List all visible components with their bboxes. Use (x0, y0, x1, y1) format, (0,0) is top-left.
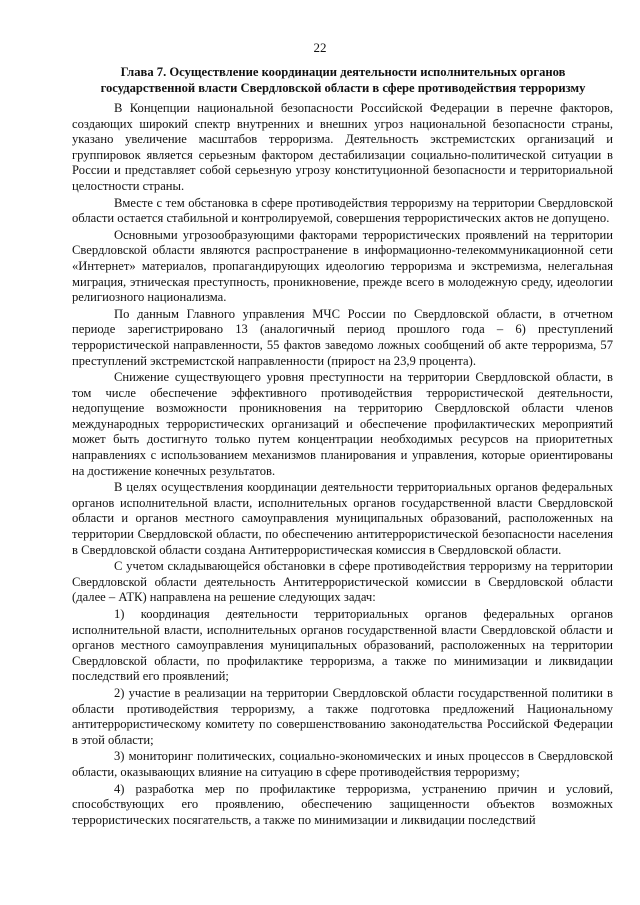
chapter-title: Глава 7. Осуществление координации деятельности исполнительных органов государственной власти Свердловской области в сфере противодействия терроризму (100, 65, 586, 95)
paragraph: В Концепции национальной безопасности Российской Федерации в перечне факторов, создающих широкий спектр внутренних и внешних угроз национальной безопасности страны, указано увеличение масштабов терроризма. Деятельность экстремистских организаций и группировок является серьезным фактором дестабилизации социально-политической ситуации в России и представляет собой серьезную угрозу конституционной безопасности и территориальной целостности страны. (72, 101, 613, 193)
list-item: 2) участие в реализации на территории Свердловской области государственной политики в области противодействия терроризму, а также подготовка предложений Национальному антитеррористическому комитету по совершенствованию законодательства Российской Федерации в этой области; (72, 685, 613, 747)
list-item: 3) мониторинг политических, социально-экономических и иных процессов в Свердловской области, оказывающих влияние на ситуацию в сфере противодействия терроризму; (72, 749, 613, 779)
paragraph: С учетом складывающейся обстановки в сфере противодействия терроризму на территории Свердловской области деятельность Антитеррористической комиссии в Свердловской области (далее – АТК) направлена на решение следующих задач: (72, 559, 613, 605)
paragraph: В целях осуществления координации деятельности территориальных органов федеральных органов исполнительной власти, исполнительных органов государственной власти Свердловской области и органов местного самоуправления муниципальных образований, расположенных на территории Свердловской области, по обеспечению антитеррористической безопасности населения в Свердловской области создана Антитеррористическая комиссия в Свердловской области. (72, 480, 613, 557)
paragraph: Основными угрозообразующими факторами террористических проявлений на территории Свердловской области являются распространение в информационно-телекоммуникационной сети «Интернет» материалов, пропагандирующих идеологию терроризма и экстремизма, нелегальная миграция, этническая преступность, проникновение, прежде всего в молодежную среду, идеологии религиозного национализма. (72, 227, 613, 305)
paragraph: Снижение существующего уровня преступности на территории Свердловской области, в том числе обеспечение эффективного противодействия террористической деятельности, недопущение возможности проникновения на территорию Свердловской области членов международных террористических организаций и обеспечение профилактических мероприятий может быть достигнуто только путем концентрации необходимых ресурсов на приоритетных направлениях с использованием механизмов планирования и управления, которые ориентированы на достижение конечных результатов. (72, 370, 613, 478)
body-text (72, 101, 613, 828)
paragraph: Вместе с тем обстановка в сфере противодействия терроризму на территории Свердловской области остается стабильной и контролируемой, совершения террористических актов не допущено. (72, 195, 613, 226)
page-number: 22 (313, 40, 327, 55)
list-item: 1) координация деятельности территориальных органов федеральных органов исполнительной власти, исполнительных органов государственной власти Свердловской области и органов местного самоуправления муниципальных образований, расположенных на территории Свердловской области, по профилактике терроризма, а также по минимизации и ликвидации последствий его проявлений; (72, 607, 613, 684)
list-item: 4) разработка мер по профилактике терроризма, устранению причин и условий, способствующих его проявлению, обеспечению защищенности объектов возможных террористических посягательств, а также по минимизации и ликвидации последствий (72, 781, 613, 827)
paragraph: По данным Главного управления МЧС России по Свердловской области, в отчетном периоде зарегистрировано 13 (аналогичный период прошлого года – 6) преступлений террористической направленности, 55 фактов заведомо ложных сообщений об акте терроризма, 57 преступлений экстремистской направленности (прирост на 23,9 процента). (72, 306, 613, 368)
